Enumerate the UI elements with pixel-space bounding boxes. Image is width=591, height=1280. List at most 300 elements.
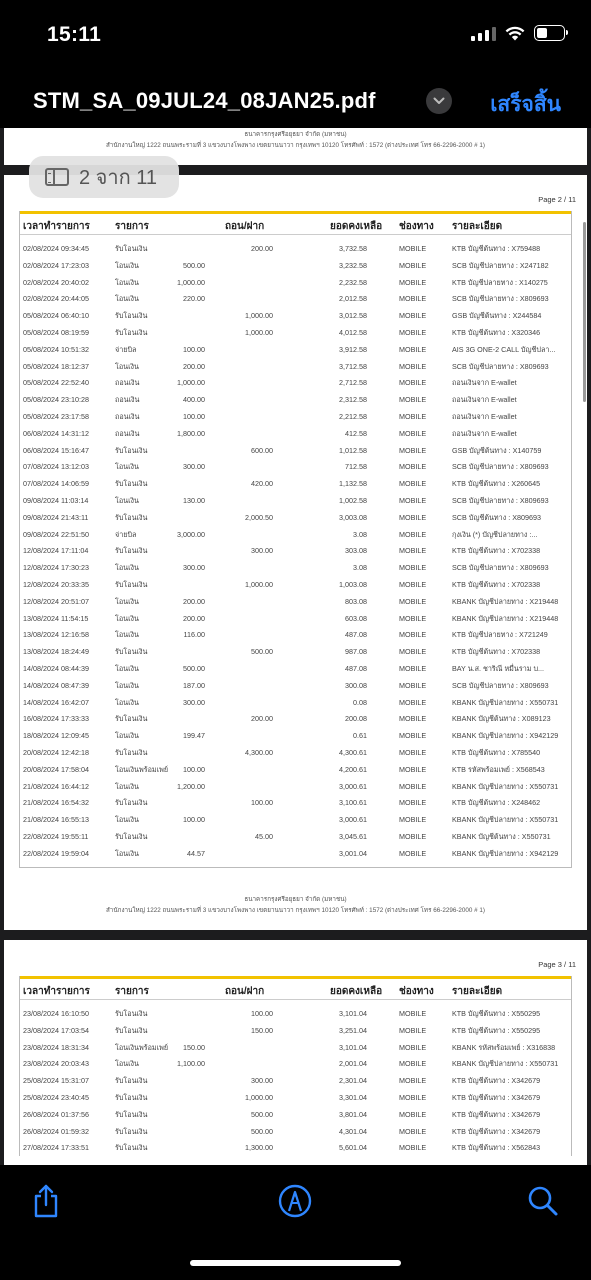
cell-date: 06/08/2024 14:31:12	[23, 428, 89, 438]
cell-deposit: 1,300.00	[245, 1143, 273, 1153]
table-row	[20, 710, 571, 727]
pdf-page-2	[4, 175, 587, 930]
cell-channel: MOBILE	[399, 680, 427, 690]
cell-balance: 412.58	[345, 428, 367, 438]
scrollbar[interactable]	[583, 222, 586, 402]
cell-balance: 5,601.04	[339, 1143, 367, 1153]
cell-date: 23/08/2024 20:03:43	[23, 1059, 89, 1069]
cell-type: รับโอนเงิน	[115, 1109, 148, 1119]
file-name-title[interactable]: STM_SA_09JUL24_08JAN25.pdf	[33, 88, 376, 113]
cell-date: 05/08/2024 18:12:37	[23, 361, 89, 371]
cell-deposit: 1,000.00	[245, 1092, 273, 1102]
cell-deposit: 1,000.00	[245, 579, 273, 589]
cell-type: จ่ายบิล	[115, 344, 137, 354]
cell-withdraw: 100.00	[183, 764, 205, 774]
cell-type: โอนเงิน	[115, 563, 139, 573]
cell-deposit: 200.00	[251, 244, 273, 253]
cell-detail: KTB บัญชีต้นทาง : X342679	[452, 1092, 541, 1102]
cell-date: 22/08/2024 19:55:11	[23, 831, 89, 841]
table-body	[20, 1000, 571, 1156]
cell-balance: 300.08	[345, 680, 367, 690]
table-row	[20, 1005, 571, 1022]
cell-type: ถอนเงิน	[115, 395, 140, 405]
cell-deposit: 500.00	[251, 1126, 273, 1136]
transaction-table	[19, 211, 572, 868]
cell-type: รับโอนเงิน	[115, 747, 148, 757]
cell-date: 05/08/2024 08:19:59	[23, 327, 89, 337]
cell-type: โอนเงิน	[115, 1059, 139, 1069]
cell-channel: MOBILE	[399, 311, 427, 321]
cell-type: โอนเงิน	[115, 462, 139, 472]
cell-detail: KTB บัญชีต้นทาง : X342679	[452, 1126, 541, 1136]
table-row	[20, 811, 571, 828]
cell-balance: 2,232.58	[339, 277, 367, 287]
cell-date: 26/08/2024 01:59:32	[23, 1126, 89, 1136]
cell-detail: SCB บัญชีปลายทาง : X809693	[452, 563, 549, 573]
cell-detail: GSB บัญชีต้นทาง : X244584	[452, 311, 542, 321]
table-row	[20, 240, 571, 257]
cell-balance: 3,251.04	[339, 1025, 367, 1035]
cell-balance: 4,301.04	[339, 1126, 367, 1136]
table-row	[20, 257, 571, 274]
cell-balance: 3,732.58	[339, 244, 367, 253]
cell-channel: MOBILE	[399, 244, 427, 253]
cell-date: 05/08/2024 10:51:32	[23, 344, 89, 354]
cell-withdraw: 100.00	[183, 411, 205, 421]
header-amount: ถอน/ฝาก	[225, 221, 265, 232]
cell-detail: KTB บัญชีต้นทาง : X702338	[452, 647, 541, 657]
cell-type: รับโอนเงิน	[115, 244, 148, 253]
cell-detail: SCB บัญชีปลายทาง : X809693	[452, 294, 549, 304]
cell-deposit: 150.00	[251, 1025, 273, 1035]
cell-detail: AIS 3G ONE-2 CALL บัญชีปลา...	[452, 344, 556, 354]
cell-balance: 303.08	[345, 546, 367, 556]
chevron-down-icon	[433, 97, 445, 105]
cell-detail: KTB บัญชีต้นทาง : X759488	[452, 244, 541, 253]
cell-withdraw: 3,000.00	[177, 529, 205, 539]
cell-date: 05/08/2024 23:17:58	[23, 411, 89, 421]
cell-type: โอนเงิน	[115, 815, 139, 825]
cell-deposit: 200.00	[251, 714, 273, 724]
cell-channel: MOBILE	[399, 1076, 427, 1086]
cell-date: 06/08/2024 15:16:47	[23, 445, 89, 455]
cell-channel: MOBILE	[399, 479, 427, 489]
cell-balance: 3,001.04	[339, 848, 367, 858]
header-date: เวลาทำรายการ	[23, 986, 90, 997]
cell-balance: 603.08	[345, 613, 367, 623]
page-footer-bank-address: สำนักงานใหญ่ 1222 ถนนพระรามที่ 3 แขวงบางโพงพาง เขตยานนาวา กรุงเทพฯ 10120 โทรศัพท์ : 1572 (ต่างประเทศ โทร 66-2296-2000 # 1)	[105, 142, 486, 149]
cell-balance: 3,101.04	[339, 1009, 367, 1018]
cell-type: รับโอนเงิน	[115, 1143, 148, 1153]
cell-deposit: 1,000.00	[245, 311, 273, 321]
cell-detail: KTB บัญชีต้นทาง : X248462	[452, 798, 541, 808]
cell-date: 18/08/2024 12:09:45	[23, 731, 89, 741]
table-row	[20, 660, 571, 677]
cell-detail: KBANK บัญชีต้นทาง : X550731	[452, 831, 551, 841]
cell-balance: 487.08	[345, 663, 367, 673]
cell-withdraw: 500.00	[183, 663, 205, 673]
cell-channel: MOBILE	[399, 344, 427, 354]
cell-date: 05/08/2024 23:10:28	[23, 395, 89, 405]
table-row	[20, 425, 571, 442]
cell-date: 22/08/2024 19:59:04	[23, 848, 89, 858]
cell-type: รับโอนเงิน	[115, 311, 148, 321]
cell-withdraw: 100.00	[183, 344, 205, 354]
cell-deposit: 2,000.50	[245, 512, 273, 522]
transaction-table	[19, 976, 572, 1156]
pdf-document-viewport[interactable]	[0, 128, 591, 1165]
cell-date: 27/08/2024 17:33:51	[23, 1143, 89, 1153]
header-type: รายการ	[115, 986, 149, 997]
cell-balance: 3,045.61	[339, 831, 367, 841]
cell-date: 13/08/2024 11:54:15	[23, 613, 89, 623]
cell-balance: 0.61	[353, 731, 367, 741]
table-row	[20, 492, 571, 509]
cell-channel: MOBILE	[399, 764, 427, 774]
page-indicator-badge[interactable]	[29, 156, 179, 198]
cell-type: รับโอนเงิน	[115, 1076, 148, 1086]
cell-type: โอนเงิน	[115, 697, 139, 707]
cell-withdraw: 400.00	[183, 395, 205, 405]
cell-type: ถอนเงิน	[115, 428, 140, 438]
cell-detail: KBANK บัญชีปลายทาง : X550731	[452, 781, 559, 791]
cell-date: 26/08/2024 01:37:56	[23, 1109, 89, 1119]
cell-date: 05/08/2024 22:52:40	[23, 378, 89, 388]
cell-detail: KTB บัญชีต้นทาง : X550295	[452, 1009, 541, 1018]
cell-channel: MOBILE	[399, 596, 427, 606]
cell-date: 21/08/2024 16:44:12	[23, 781, 89, 791]
cell-date: 14/08/2024 08:47:39	[23, 680, 89, 690]
cell-date: 14/08/2024 16:42:07	[23, 697, 89, 707]
cell-withdraw: 187.00	[183, 680, 205, 690]
pdf-page-3	[4, 940, 587, 1165]
status-icons	[471, 25, 565, 41]
cell-type: รับโอนเงิน	[115, 546, 148, 556]
cell-date: 23/08/2024 18:31:34	[23, 1042, 89, 1052]
table-row	[20, 761, 571, 778]
cell-date: 21/08/2024 16:55:13	[23, 815, 89, 825]
cell-channel: MOBILE	[399, 1143, 427, 1153]
cell-detail: BAY น.ส. ชาริณี หมื่นราม บ...	[452, 663, 545, 673]
cell-type: โอนเงิน	[115, 680, 139, 690]
cell-type: โอนเงิน	[115, 731, 139, 741]
cell-detail: KTB บัญชีต้นทาง : X702338	[452, 579, 541, 589]
table-row	[20, 358, 571, 375]
battery-icon	[534, 25, 565, 41]
cell-balance: 4,200.61	[339, 764, 367, 774]
cell-detail: ถอนเงินจาก E-wallet	[452, 395, 517, 405]
table-row	[20, 1139, 571, 1156]
cell-balance: 2,712.58	[339, 378, 367, 388]
cell-channel: MOBILE	[399, 529, 427, 539]
cell-date: 21/08/2024 16:54:32	[23, 798, 89, 808]
cell-withdraw: 300.00	[183, 563, 205, 573]
header-channel: ช่องทาง	[399, 986, 434, 997]
cell-date: 02/08/2024 09:34:45	[23, 244, 89, 253]
cell-deposit: 1,000.00	[245, 327, 273, 337]
cell-date: 12/08/2024 17:11:04	[23, 546, 89, 556]
cell-withdraw: 44.57	[187, 848, 205, 858]
cell-date: 07/08/2024 13:12:03	[23, 462, 89, 472]
cell-channel: MOBILE	[399, 714, 427, 724]
table-row	[20, 526, 571, 543]
header-amount: ถอน/ฝาก	[225, 986, 265, 997]
cell-date: 02/08/2024 17:23:03	[23, 260, 89, 270]
cell-date: 25/08/2024 23:40:45	[23, 1092, 89, 1102]
table-row	[20, 307, 571, 324]
cell-detail: KTB บัญชีต้นทาง : X342679	[452, 1076, 541, 1086]
cell-withdraw: 1,800.00	[177, 428, 205, 438]
cell-type: โอนเงิน	[115, 848, 139, 858]
cell-channel: MOBILE	[399, 462, 427, 472]
cell-deposit: 300.00	[251, 546, 273, 556]
cell-detail: KBANK บัญชีปลายทาง : X219448	[452, 596, 559, 606]
cell-balance: 3.08	[353, 563, 367, 573]
cell-detail: KBANK บัญชีปลายทาง : X550731	[452, 815, 559, 825]
bottom-toolbar	[0, 1165, 591, 1280]
cell-type: รับโอนเงิน	[115, 647, 148, 657]
cell-withdraw: 100.00	[183, 815, 205, 825]
cell-detail: GSB บัญชีต้นทาง : X140759	[452, 445, 542, 455]
table-row	[20, 1039, 571, 1056]
cell-date: 16/08/2024 17:33:33	[23, 714, 89, 724]
page-footer-bank-address: สำนักงานใหญ่ 1222 ถนนพระรามที่ 3 แขวงบางโพงพาง เขตยานนาวา กรุงเทพฯ 10120 โทรศัพท์ : 1572 (ต่างประเทศ โทร 66-2296-2000 # 1)	[105, 907, 486, 914]
cell-type: โอนเงินพร้อมเพย์	[115, 764, 169, 774]
table-row	[20, 391, 571, 408]
cell-deposit: 300.00	[251, 1076, 273, 1086]
cell-channel: MOBILE	[399, 1059, 427, 1069]
cell-type: โอนเงิน	[115, 613, 139, 623]
cell-channel: MOBILE	[399, 747, 427, 757]
cell-type: โอนเงิน	[115, 260, 139, 270]
cell-date: 23/08/2024 16:10:50	[23, 1009, 89, 1018]
cell-withdraw: 500.00	[183, 260, 205, 270]
cell-balance: 3,101.04	[339, 1042, 367, 1052]
share-button[interactable]	[28, 1183, 64, 1219]
cell-type: รับโอนเงิน	[115, 714, 148, 724]
cell-withdraw: 200.00	[183, 596, 205, 606]
cell-withdraw: 150.00	[183, 1042, 205, 1052]
table-row	[20, 1022, 571, 1039]
table-row	[20, 845, 571, 862]
cell-type: จ่ายบิล	[115, 529, 137, 539]
cell-channel: MOBILE	[399, 378, 427, 388]
table-row	[20, 677, 571, 694]
cell-detail: ถอนเงินจาก E-wallet	[452, 411, 517, 421]
table-row	[20, 610, 571, 627]
table-row	[20, 274, 571, 291]
cell-channel: MOBILE	[399, 546, 427, 556]
cell-deposit: 100.00	[251, 1009, 273, 1018]
markup-button[interactable]	[277, 1183, 313, 1219]
cell-deposit: 100.00	[251, 798, 273, 808]
cell-channel: MOBILE	[399, 781, 427, 791]
cell-type: โอนเงิน	[115, 277, 139, 287]
table-row	[20, 794, 571, 811]
cell-balance: 1,012.58	[339, 445, 367, 455]
table-row	[20, 290, 571, 307]
cell-channel: MOBILE	[399, 327, 427, 337]
table-row	[20, 778, 571, 795]
cell-type: โอนเงิน	[115, 630, 139, 640]
cell-channel: MOBILE	[399, 294, 427, 304]
cell-channel: MOBILE	[399, 815, 427, 825]
cell-channel: MOBILE	[399, 831, 427, 841]
cell-detail: KBANK รหัสพร้อมเพย์ : X316838	[452, 1042, 556, 1052]
cell-date: 05/08/2024 06:40:10	[23, 311, 89, 321]
cell-date: 09/08/2024 21:43:11	[23, 512, 89, 522]
page-footer-bank-name: ธนาคารกรุงศรีอยุธยา จำกัด (มหาชน)	[244, 131, 347, 138]
cell-balance: 3,232.58	[339, 260, 367, 270]
cell-detail: KTB รหัสพร้อมเพย์ : X568543	[452, 764, 545, 774]
cell-detail: SCB บัญชีปลายทาง : X809693	[452, 462, 549, 472]
table-row	[20, 727, 571, 744]
cell-deposit: 4,300.00	[245, 747, 273, 757]
cell-detail: KBANK บัญชีปลายทาง : X550731	[452, 1059, 559, 1069]
table-row	[20, 509, 571, 526]
cell-date: 02/08/2024 20:40:02	[23, 277, 89, 287]
cell-channel: MOBILE	[399, 260, 427, 270]
cell-type: รับโอนเงิน	[115, 1009, 148, 1018]
cell-date: 12/08/2024 17:30:23	[23, 563, 89, 573]
cell-type: โอนเงิน	[115, 361, 139, 371]
cell-withdraw: 200.00	[183, 613, 205, 623]
header-type: รายการ	[115, 221, 149, 232]
header-channel: ช่องทาง	[399, 221, 434, 232]
cell-type: รับโอนเงิน	[115, 798, 148, 808]
markup-pen-icon	[278, 1184, 312, 1218]
cell-withdraw: 220.00	[183, 294, 205, 304]
table-row	[20, 458, 571, 475]
cell-withdraw: 1,000.00	[177, 378, 205, 388]
cell-balance: 2,001.04	[339, 1059, 367, 1069]
page-footer-bank-name: ธนาคารกรุงศรีอยุธยา จำกัด (มหาชน)	[244, 896, 347, 903]
cell-detail: KBANK บัญชีปลายทาง : X942129	[452, 848, 559, 858]
table-body	[20, 235, 571, 867]
cell-date: 13/08/2024 18:24:49	[23, 647, 89, 657]
table-row	[20, 559, 571, 576]
cell-detail: KTB บัญชีต้นทาง : X562843	[452, 1143, 541, 1153]
cell-deposit: 45.00	[255, 831, 273, 841]
cell-channel: MOBILE	[399, 563, 427, 573]
cell-date: 20/08/2024 17:58:04	[23, 764, 89, 774]
cell-channel: MOBILE	[399, 361, 427, 371]
cell-balance: 3,000.61	[339, 781, 367, 791]
table-row	[20, 475, 571, 492]
table-row	[20, 694, 571, 711]
cell-balance: 2,012.58	[339, 294, 367, 304]
sidebar-icon	[45, 168, 69, 186]
cell-type: รับโอนเงิน	[115, 512, 148, 522]
cell-balance: 2,312.58	[339, 395, 367, 405]
cell-detail: กุงเงิน (*) บัญชีปลายทาง :...	[452, 529, 538, 539]
cell-balance: 2,301.04	[339, 1076, 367, 1086]
cell-type: โอนเงิน	[115, 663, 139, 673]
cell-date: 12/08/2024 20:33:35	[23, 579, 89, 589]
cell-balance: 2,212.58	[339, 411, 367, 421]
cell-date: 23/08/2024 17:03:54	[23, 1025, 89, 1035]
table-row	[20, 442, 571, 459]
cell-channel: MOBILE	[399, 1109, 427, 1119]
cell-date: 12/08/2024 20:51:07	[23, 596, 89, 606]
cell-date: 09/08/2024 11:03:14	[23, 495, 89, 505]
table-header	[20, 979, 571, 1000]
header-balance: ยอดคงเหลือ	[330, 986, 383, 997]
cell-balance: 1,132.58	[339, 479, 367, 489]
cell-balance: 3,801.04	[339, 1109, 367, 1119]
cell-channel: MOBILE	[399, 1025, 427, 1035]
cell-detail: SCB บัญชีปลายทาง : X809693	[452, 361, 549, 371]
table-row	[20, 576, 571, 593]
cell-detail: ถอนเงินจาก E-wallet	[452, 378, 517, 388]
table-row	[20, 1089, 571, 1106]
page-indicator-label: 2 จาก 11	[79, 167, 158, 189]
cell-date: 20/08/2024 12:42:18	[23, 747, 89, 757]
cell-date: 13/08/2024 12:16:58	[23, 630, 89, 640]
cell-balance: 803.08	[345, 596, 367, 606]
cell-detail: ถอนเงินจาก E-wallet	[452, 428, 517, 438]
table-row	[20, 408, 571, 425]
table-row	[20, 1123, 571, 1140]
cell-withdraw: 1,200.00	[177, 781, 205, 791]
table-row	[20, 324, 571, 341]
cell-deposit: 500.00	[251, 647, 273, 657]
page-number: Page 3 / 11	[538, 960, 576, 969]
cell-type: รับโอนเงิน	[115, 1092, 148, 1102]
cell-type: ถอนเงิน	[115, 411, 140, 421]
search-icon	[527, 1185, 559, 1217]
cell-detail: KTB บัญชีต้นทาง : X320346	[452, 327, 541, 337]
cell-detail: KBANK บัญชีปลายทาง : X219448	[452, 613, 559, 623]
title-menu-button[interactable]	[426, 88, 452, 114]
cell-channel: MOBILE	[399, 848, 427, 858]
cell-detail: KTB บัญชีต้นทาง : X342679	[452, 1109, 541, 1119]
cell-deposit: 600.00	[251, 445, 273, 455]
cell-balance: 0.08	[353, 697, 367, 707]
cell-deposit: 420.00	[251, 479, 273, 489]
header-detail: รายละเอียด	[452, 221, 503, 232]
cell-channel: MOBILE	[399, 277, 427, 287]
cell-type: รับโอนเงิน	[115, 1126, 148, 1136]
share-icon	[32, 1184, 60, 1218]
cell-channel: MOBILE	[399, 647, 427, 657]
cell-balance: 200.08	[345, 714, 367, 724]
cell-balance: 3.08	[353, 529, 367, 539]
cell-withdraw: 130.00	[183, 495, 205, 505]
cell-date: 07/08/2024 14:06:59	[23, 479, 89, 489]
cell-type: รับโอนเงิน	[115, 831, 148, 841]
search-button[interactable]	[525, 1183, 561, 1219]
cell-detail: KBANK บัญชีปลายทาง : X550731	[452, 697, 559, 707]
home-indicator[interactable]	[190, 1260, 401, 1266]
cell-detail: SCB บัญชีปลายทาง : X247182	[452, 260, 549, 270]
cell-type: โอนเงิน	[115, 294, 139, 304]
cell-balance: 3,712.58	[339, 361, 367, 371]
cell-balance: 487.08	[345, 630, 367, 640]
cell-balance: 4,300.61	[339, 747, 367, 757]
table-row	[20, 1106, 571, 1123]
cell-channel: MOBILE	[399, 512, 427, 522]
table-row	[20, 1072, 571, 1089]
done-button[interactable]: เสร็จสิ้น	[490, 93, 561, 116]
cell-channel: MOBILE	[399, 428, 427, 438]
page-number: Page 2 / 11	[538, 195, 576, 204]
cell-date: 02/08/2024 20:44:05	[23, 294, 89, 304]
cell-type: โอนเงิน	[115, 781, 139, 791]
cellular-signal-icon	[471, 25, 496, 41]
cell-balance: 3,000.61	[339, 815, 367, 825]
cell-withdraw: 1,000.00	[177, 277, 205, 287]
